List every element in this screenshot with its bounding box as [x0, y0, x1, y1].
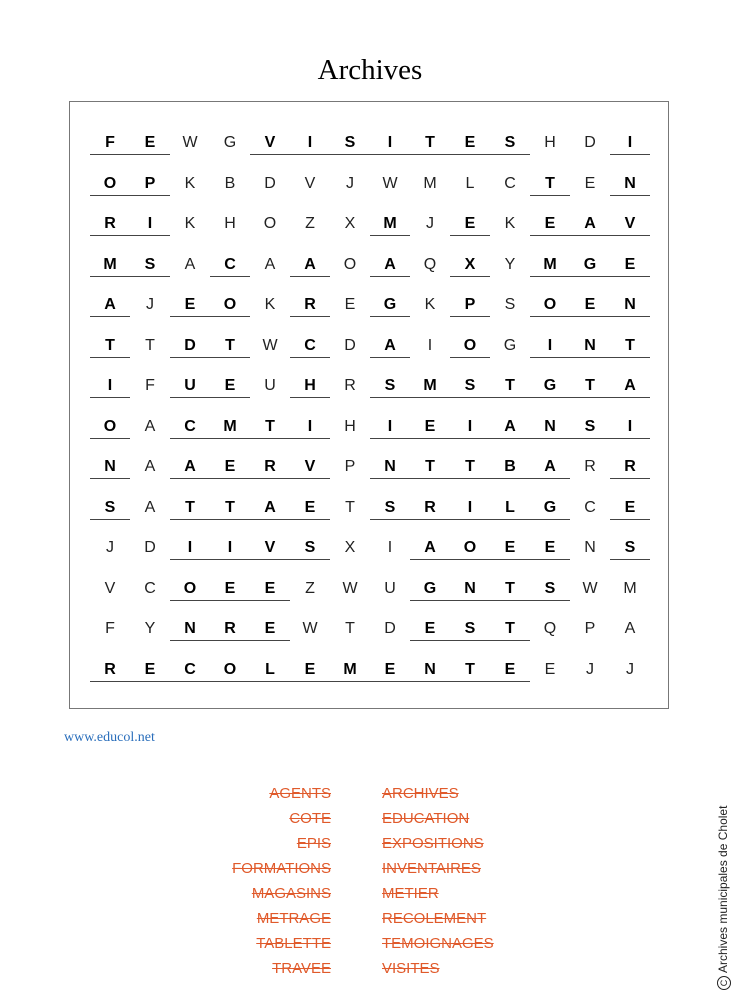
found-underline — [410, 640, 530, 641]
grid-letter: E — [464, 134, 476, 151]
grid-letter: S — [464, 620, 476, 637]
grid-letter: A — [624, 377, 636, 394]
found-underline — [90, 681, 530, 682]
grid-letter: E — [424, 417, 436, 435]
grid-letter: E — [224, 377, 236, 394]
found-underline — [170, 438, 330, 439]
grid-letter: T — [425, 134, 435, 151]
grid-letter: T — [265, 417, 275, 435]
found-underline — [530, 276, 650, 277]
grid-letter: T — [585, 377, 595, 394]
found-underline — [370, 235, 410, 236]
found-underline — [450, 276, 490, 277]
found-underline — [370, 478, 570, 479]
grid-letter: T — [105, 336, 115, 354]
grid-letter: T — [185, 498, 195, 516]
grid-letter: N — [464, 579, 476, 597]
grid-letter: A — [304, 255, 316, 273]
grid-letter: I — [627, 417, 633, 435]
found-word: METIER — [382, 885, 439, 902]
grid-letter: S — [104, 498, 116, 516]
found-underline — [370, 519, 570, 520]
found-underline — [290, 397, 330, 398]
grid-letter: I — [387, 539, 393, 556]
grid-letter: R — [624, 458, 636, 475]
grid-letter: G — [503, 336, 517, 354]
grid-letter: E — [544, 215, 556, 232]
grid-letter: E — [144, 134, 156, 151]
grid-letter: E — [424, 620, 436, 637]
grid-letter: C — [144, 579, 156, 597]
grid-letter: J — [426, 215, 434, 232]
grid-letter: K — [424, 296, 436, 313]
found-underline — [90, 235, 170, 236]
grid-letter: O — [463, 539, 477, 556]
grid-letter: E — [504, 660, 516, 678]
grid-letter: V — [264, 134, 276, 151]
grid-letter: S — [584, 417, 596, 435]
found-underline — [410, 559, 570, 560]
found-underline — [170, 640, 290, 641]
grid-letter: S — [544, 579, 556, 597]
grid-letter: I — [427, 336, 433, 354]
found-underline — [370, 438, 650, 439]
grid-letter: V — [104, 579, 116, 597]
grid-letter: P — [464, 296, 476, 313]
found-underline — [90, 478, 130, 479]
found-underline — [90, 357, 130, 358]
grid-letter: A — [264, 498, 276, 516]
grid-letter: S — [304, 539, 316, 556]
grid-letter: J — [106, 539, 114, 556]
grid-letter: Z — [305, 579, 315, 597]
grid-letter: I — [627, 134, 633, 151]
grid-letter: A — [584, 215, 596, 232]
found-underline — [530, 357, 650, 358]
grid-letter: O — [263, 215, 277, 232]
grid-letter: O — [223, 296, 237, 313]
grid-letter: A — [144, 458, 156, 475]
found-underline — [610, 195, 650, 196]
grid-letter: A — [184, 255, 196, 273]
found-word: AGENTS — [269, 785, 331, 802]
grid-letter: I — [387, 417, 393, 435]
grid-letter: I — [227, 539, 233, 556]
grid-letter: W — [382, 174, 398, 192]
found-underline — [610, 154, 650, 155]
found-word: EXPOSITIONS — [382, 835, 484, 852]
grid-letter: M — [383, 215, 397, 232]
grid-letter: M — [343, 660, 357, 678]
grid-letter: E — [304, 660, 316, 678]
grid-letter: S — [384, 377, 396, 394]
grid-letter: E — [584, 174, 596, 192]
grid-letter: E — [264, 620, 276, 637]
grid-letter: N — [424, 660, 436, 678]
grid-letter: R — [304, 296, 316, 313]
grid-letter: V — [304, 458, 316, 475]
grid-letter: S — [624, 539, 636, 556]
found-underline — [290, 276, 330, 277]
grid-letter: T — [545, 174, 555, 192]
grid-letter: F — [145, 377, 155, 394]
grid-letter: T — [345, 620, 355, 637]
found-underline — [90, 154, 170, 155]
found-underline — [610, 519, 650, 520]
found-underline — [450, 235, 490, 236]
found-underline — [610, 559, 650, 560]
found-underline — [210, 276, 250, 277]
grid-letter: I — [547, 336, 553, 354]
grid-letter: T — [225, 336, 235, 354]
grid-letter: H — [304, 377, 316, 394]
found-underline — [90, 397, 130, 398]
grid-letter: N — [544, 417, 556, 435]
grid-letter: Y — [504, 255, 516, 273]
grid-letter: N — [384, 458, 396, 475]
found-underline — [530, 195, 570, 196]
grid-letter: R — [224, 620, 236, 637]
found-underline — [410, 600, 570, 601]
grid-letter: E — [224, 579, 236, 597]
found-underline — [170, 357, 250, 358]
grid-letter: M — [223, 417, 237, 435]
grid-letter: X — [344, 215, 356, 232]
grid-letter: R — [424, 498, 436, 516]
grid-letter: M — [423, 377, 437, 394]
grid-letter: H — [344, 417, 356, 435]
found-word: TABLETTE — [256, 935, 331, 952]
grid-letter: Q — [543, 620, 557, 637]
grid-letter: M — [423, 174, 437, 192]
grid-letter: E — [304, 498, 316, 516]
grid-letter: O — [223, 660, 237, 678]
word-search-grid — [69, 101, 669, 709]
grid-letter: A — [144, 417, 156, 435]
grid-letter: O — [343, 255, 357, 273]
grid-letter: E — [544, 660, 556, 678]
grid-letter: E — [344, 296, 356, 313]
found-underline — [170, 559, 330, 560]
grid-letter: V — [264, 539, 276, 556]
grid-letter: S — [464, 377, 476, 394]
grid-letter: X — [464, 255, 476, 273]
grid-letter: U — [384, 579, 396, 597]
found-word: EPIS — [296, 835, 331, 852]
grid-letter: E — [184, 296, 196, 313]
grid-letter: D — [264, 174, 276, 192]
grid-letter: C — [184, 660, 196, 678]
found-word: MAGASINS — [251, 885, 331, 902]
found-underline — [290, 357, 330, 358]
found-underline — [370, 276, 410, 277]
grid-letter: W — [582, 579, 598, 597]
word-list-left — [180, 784, 331, 984]
found-underline — [250, 154, 530, 155]
grid-letter: D — [184, 336, 196, 354]
grid-letter: C — [184, 417, 196, 435]
grid-letter: N — [584, 336, 596, 354]
grid-letter: W — [262, 336, 278, 354]
found-underline — [370, 357, 410, 358]
grid-letter: E — [584, 296, 596, 313]
grid-letter: N — [624, 296, 636, 313]
grid-letter: P — [584, 620, 596, 637]
grid-letter: I — [307, 417, 313, 435]
found-word: RECOLEMENT — [382, 910, 487, 927]
grid-letter: D — [344, 336, 356, 354]
found-word: EDUCATION — [382, 810, 470, 827]
grid-letter: S — [144, 255, 156, 273]
grid-letter: G — [543, 377, 557, 394]
found-underline — [90, 276, 170, 277]
grid-letter: A — [504, 417, 516, 435]
grid-letter: T — [505, 377, 515, 394]
grid-letter: P — [344, 458, 356, 475]
grid-letter: M — [543, 255, 557, 273]
found-underline — [450, 357, 490, 358]
grid-letter: K — [264, 296, 276, 313]
grid-letter: O — [543, 296, 557, 313]
grid-letter: T — [505, 579, 515, 597]
grid-letter: T — [145, 336, 155, 354]
grid-letter: I — [387, 134, 393, 151]
grid-letter: J — [586, 660, 594, 678]
credit-text — [716, 806, 731, 990]
found-underline — [90, 519, 130, 520]
website-link[interactable]: www.educol.net — [64, 730, 155, 745]
grid-letter: A — [384, 255, 396, 273]
found-underline — [90, 195, 170, 196]
grid-letter: O — [103, 174, 117, 192]
grid-letter: J — [346, 174, 354, 192]
grid-letter: A — [544, 458, 556, 475]
grid-letter: I — [187, 539, 193, 556]
grid-letter: L — [505, 498, 515, 516]
found-underline — [90, 438, 130, 439]
copyright-icon: C — [717, 976, 731, 990]
grid-letter: E — [224, 458, 236, 475]
grid-letter: A — [384, 336, 396, 354]
grid-letter: G — [543, 498, 557, 516]
grid-letter: O — [103, 417, 117, 435]
found-word: TRAVEE — [272, 960, 331, 977]
grid-letter: E — [504, 539, 516, 556]
found-underline — [530, 235, 650, 236]
grid-letter: R — [104, 215, 116, 232]
grid-letter: I — [107, 377, 113, 394]
grid-letter: A — [184, 458, 196, 475]
grid-letter: V — [304, 174, 316, 192]
grid-letter: J — [146, 296, 154, 313]
grid-letter: K — [184, 174, 196, 192]
found-underline — [610, 478, 650, 479]
found-word: TEMOIGNAGES — [382, 935, 494, 952]
grid-letter: H — [544, 134, 556, 151]
grid-letter: C — [584, 498, 596, 516]
found-word: FORMATIONS — [232, 860, 331, 877]
found-underline — [290, 316, 330, 317]
grid-letter: X — [344, 539, 356, 556]
grid-letter: S — [384, 498, 396, 516]
found-underline — [170, 519, 330, 520]
grid-letter: A — [144, 498, 156, 516]
grid-letter: E — [624, 255, 636, 273]
found-underline — [170, 478, 330, 479]
grid-letter: E — [264, 579, 276, 597]
found-underline — [90, 316, 130, 317]
grid-letter: O — [183, 579, 197, 597]
found-underline — [370, 397, 650, 398]
grid-letter: K — [504, 215, 516, 232]
grid-letter: Q — [423, 255, 437, 273]
grid-letter: T — [465, 660, 475, 678]
grid-letter: F — [105, 134, 115, 151]
grid-letter: C — [224, 255, 236, 273]
found-underline — [170, 397, 250, 398]
grid-letter: V — [624, 215, 636, 232]
grid-letter: L — [465, 174, 475, 192]
grid-letter: G — [223, 134, 237, 151]
found-word: INVENTAIRES — [382, 860, 481, 877]
grid-letter: E — [384, 660, 396, 678]
found-word: VISITES — [382, 960, 440, 977]
grid-letter: T — [425, 458, 435, 475]
grid-letter: U — [184, 377, 196, 394]
word-list-right — [382, 784, 582, 984]
grid-letter: P — [144, 174, 156, 192]
grid-letter: T — [505, 620, 515, 637]
grid-letter: R — [104, 660, 116, 678]
grid-letter: E — [464, 215, 476, 232]
grid-letter: D — [384, 620, 396, 637]
grid-letter: I — [147, 215, 153, 232]
grid-letter: D — [584, 134, 596, 151]
grid-letter: G — [383, 296, 397, 313]
grid-letter: R — [264, 458, 276, 475]
grid-letter: M — [103, 255, 117, 273]
grid-letter: Y — [144, 620, 156, 637]
grid-letter: A — [424, 539, 436, 556]
grid-letter: O — [463, 336, 477, 354]
found-underline — [530, 316, 650, 317]
grid-letter: C — [304, 336, 316, 354]
grid-letter: N — [584, 539, 596, 556]
grid-letter: J — [626, 660, 634, 678]
grid-letter: F — [105, 620, 115, 637]
grid-letter: I — [467, 498, 473, 516]
found-underline — [370, 316, 410, 317]
grid-letter: K — [184, 215, 196, 232]
grid-letter: W — [302, 620, 318, 637]
grid-letter: D — [144, 539, 156, 556]
grid-letter: N — [104, 458, 116, 475]
grid-letter: B — [224, 174, 236, 192]
grid-letter: H — [224, 215, 236, 232]
page-title: Archives — [317, 54, 423, 86]
grid-letter: T — [225, 498, 235, 516]
grid-letter: S — [504, 134, 516, 151]
grid-letter: T — [465, 458, 475, 475]
found-underline — [170, 316, 250, 317]
grid-letter: T — [625, 336, 635, 354]
grid-letter: W — [182, 134, 198, 151]
grid-letter: A — [264, 255, 276, 273]
found-underline — [170, 600, 290, 601]
grid-letter: M — [623, 579, 637, 597]
found-word: COTE — [289, 810, 331, 827]
grid-letter: I — [467, 417, 473, 435]
grid-letter: N — [624, 174, 636, 192]
grid-letter: G — [583, 255, 597, 273]
grid-letter: L — [265, 660, 275, 678]
grid-letter: N — [184, 620, 196, 637]
found-word: ARCHIVES — [382, 785, 459, 802]
grid-letter: S — [344, 134, 356, 151]
found-underline — [450, 316, 490, 317]
grid-letter: I — [307, 134, 313, 151]
grid-letter: A — [624, 620, 636, 637]
grid-letter: A — [104, 296, 116, 313]
grid-letter: S — [504, 296, 516, 313]
grid-letter: T — [345, 498, 355, 516]
grid-letter: C — [504, 174, 516, 192]
grid-letter: U — [264, 377, 276, 394]
grid-letter: W — [342, 579, 358, 597]
grid-letter: Z — [305, 215, 315, 232]
grid-letter: R — [584, 458, 596, 475]
grid-letter: B — [504, 458, 516, 475]
grid-letter: E — [544, 539, 556, 556]
grid-letter: E — [144, 660, 156, 678]
grid-letter: E — [624, 498, 636, 516]
found-word: METRAGE — [256, 910, 331, 927]
grid-letter: G — [423, 579, 437, 597]
grid-letter: R — [344, 377, 356, 394]
credit-label: Archives municipales de Cholet — [716, 805, 730, 973]
